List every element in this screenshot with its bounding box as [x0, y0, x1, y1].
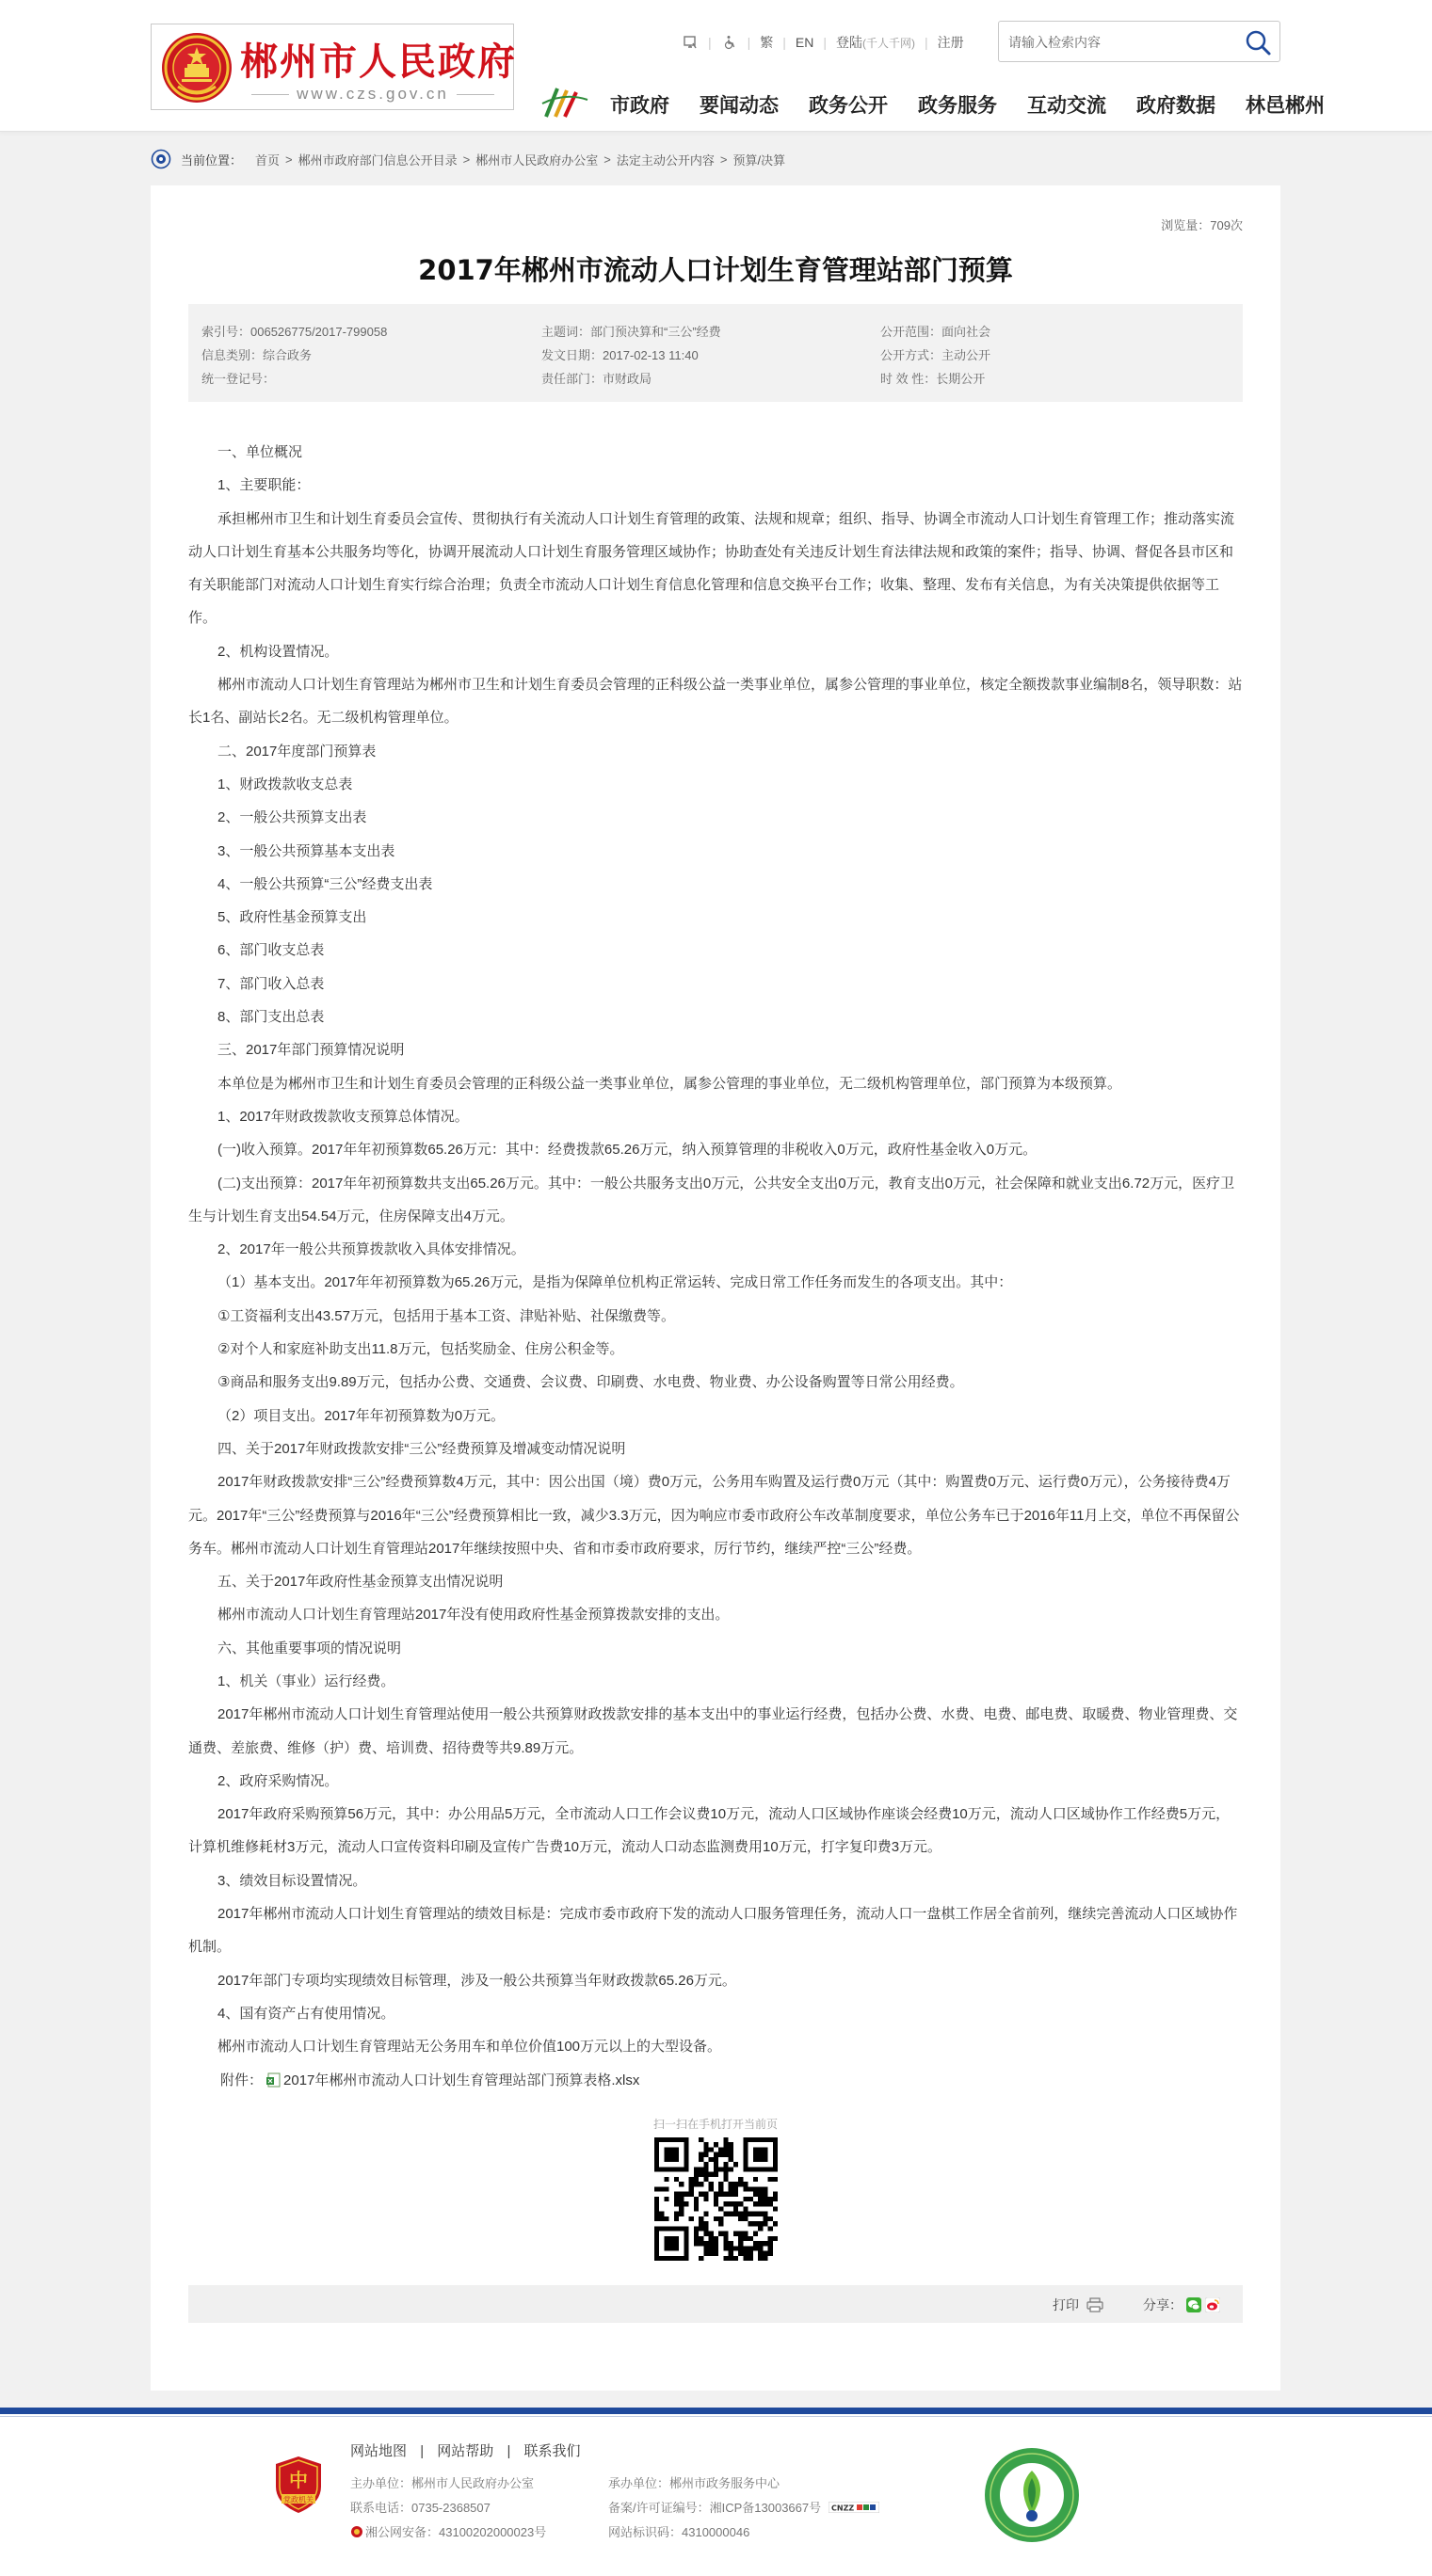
breadcrumb-statutory-content[interactable]: 法定主动公开内容 — [616, 152, 715, 168]
article-paragraph: 2、一般公共预算支出表 — [217, 809, 367, 826]
view-count: 浏览量：709次 — [1161, 218, 1243, 232]
meta-department: 责任部门：市财政局 — [541, 372, 652, 386]
footer-link-sitemap[interactable]: 网站地图 — [350, 2443, 408, 2459]
civilization-badge-icon[interactable] — [983, 2446, 1081, 2544]
meta-method: 公开方式：主动公开 — [880, 348, 991, 362]
article-paragraph: 1、机关（事业）运行经费。 — [217, 1672, 395, 1689]
breadcrumb-budget[interactable]: 预算/决算 — [732, 152, 786, 168]
footer-host: 主办单位：郴州市人民政府办公室 — [350, 2476, 535, 2490]
attachment-row — [188, 2064, 1243, 2097]
police-emblem-icon — [350, 2525, 363, 2538]
article-paragraph: (一)收入预算。2017年年初预算数65.26万元：其中：经费拨款65.26万元，纳入预算管理的非税收入0万元，政府性基金收入0万元。 — [217, 1142, 1038, 1159]
site-header — [0, 0, 1432, 132]
nav-interaction[interactable]: 互动交流 — [1027, 94, 1106, 117]
svg-text:中: 中 — [289, 2469, 308, 2491]
meta-category: 信息类别：综合政务 — [201, 348, 313, 362]
icp-text: 备案/许可证编号：湘ICP备13003667号 — [608, 2501, 822, 2515]
nav-city-government[interactable]: 市政府 — [610, 94, 669, 117]
search-input[interactable] — [1008, 31, 1234, 54]
meta-index-no: 索引号：006526775/2017-799058 — [201, 325, 388, 339]
nav-decoration-icon — [540, 83, 589, 120]
login-note: (千人千网) — [862, 36, 916, 50]
breadcrumb-label: 当前位置： — [181, 152, 243, 168]
footer-site-id: 网站标识码：4310000046 — [608, 2525, 750, 2539]
article-paragraph: 1、主要职能： — [217, 477, 311, 494]
article-paragraph: 郴州市流动人口计划生育管理站无公务用车和单位价值100万元以上的大型设备。 — [217, 2039, 722, 2056]
meta-subject: 主题词：部门预决算和“三公”经费 — [541, 325, 721, 339]
footer-icp[interactable] — [608, 2498, 879, 2516]
footer-links: 网站地图 | 网站帮助 | 联系我们 — [350, 2443, 581, 2459]
article-paragraph: 四、关于2017年财政拨款安排“三公”经费预算及增减变动情况说明 — [217, 1440, 626, 1457]
article-paragraph: 六、其他重要事项的情况说明 — [217, 1640, 402, 1656]
site-url: www.czs.gov.cn — [240, 85, 506, 104]
article-paragraph: 郴州市流动人口计划生育管理站为郴州市卫生和计划生育委员会管理的正科级公益一类事业单位，属参公管理的事业单位，核定全额拨款事业编制8名，领导职数：站长1名、副站长2名。无二级机构管理单位。 — [188, 677, 1243, 727]
top-links: | | 繁 | EN | 登陆 (千人千网) | 注册 — [682, 32, 964, 53]
article-paragraph: 1、2017年财政拨款收支预算总体情况。 — [217, 1108, 469, 1125]
party-government-badge-icon[interactable] — [274, 2455, 323, 2515]
article-paragraph: 6、部门收支总表 — [217, 942, 325, 959]
article-paragraph: ①工资福利支出43.57万元，包括用于基本工资、津贴补贴、社保缴费等。 — [217, 1307, 675, 1324]
article-paragraph: 五、关于2017年政府性基金预算支出情况说明 — [217, 1574, 504, 1591]
footer-link-contact[interactable]: 联系我们 — [523, 2443, 581, 2459]
share-label: 分享： — [1143, 2297, 1183, 2312]
article-paragraph: ③商品和服务支出9.89万元，包括办公费、交通费、会议费、印刷费、水电费、物业费、办公设备购置等日常公用经费。 — [217, 1374, 964, 1391]
badge-text: 党政机关 — [283, 2495, 314, 2504]
nav-government-data[interactable]: 政府数据 — [1136, 94, 1215, 117]
english-link[interactable]: EN — [795, 35, 814, 50]
article-paragraph: 8、部门支出总表 — [217, 1009, 325, 1026]
article-paragraph: 2017年部门专项均实现绩效目标管理，涉及一般公共预算当年财政拨款65.26万元。 — [217, 1972, 736, 1989]
article-paragraph: 2、机构设置情况。 — [217, 643, 339, 660]
article-paragraph: 2017年财政拨款安排“三公”经费预算数4万元，其中：因公出国（境）费0万元，公务用车购置及运行费0万元（其中：购置费0万元、运行费0万元），公务接待费4万元。2017年“三公”经费预算与2016年“三公”经费预算相比一致，减少3.3万元，因为响应市委市政府公车改革制度要求，单位公务车已于2016年11月上交，单位不再保留公务车。郴州市流动人口计划生育管理站2017年继续按照中央、省和市委市政府要求，厉行节约，继续严控“三公”经费。 — [188, 1474, 1240, 1557]
article-paragraph: 郴州市流动人口计划生育管理站2017年没有使用政府性基金预算拨款安排的支出。 — [217, 1607, 730, 1624]
location-icon — [151, 149, 171, 169]
attachment-link[interactable]: 2017年郴州市流动人口计划生育管理站部门预算表格.xlsx — [283, 2072, 640, 2088]
article-paragraph: 3、一般公共预算基本支出表 — [217, 842, 395, 859]
article-paragraph: 1、财政拨款收支总表 — [217, 776, 353, 792]
article-paragraph: 三、2017年部门预算情况说明 — [217, 1042, 405, 1059]
article-body — [188, 436, 1243, 2097]
register-link[interactable]: 注册 — [937, 35, 964, 50]
police-record-text: 湘公网安备：43100202000023号 — [365, 2525, 547, 2539]
article-paragraph: (二)支出预算：2017年年初预算数共支出65.26万元。其中：一般公共服务支出0万元，公共安全支出0万元，教育支出0万元，社会保障和就业支出6.72万元，医疗卫生与计划生育支出54.54万元，住房保障支出4万元。 — [188, 1175, 1235, 1224]
nav-linyi-chenzhou[interactable]: 林邑郴州 — [1246, 94, 1325, 117]
article-paragraph: （1）基本支出。2017年年初预算数为65.26万元，是指为保障单位机构正常运转、完成日常工作任务而发生的各项支出。其中： — [217, 1274, 1013, 1291]
search-box — [998, 21, 1280, 62]
meta-publish-date: 发文日期：2017-02-13 11:40 — [541, 348, 699, 362]
wheelchair-icon[interactable] — [721, 34, 738, 51]
printer-icon — [1086, 2297, 1103, 2312]
breadcrumb-directory[interactable]: 郴州市政府部门信息公开目录 — [298, 152, 458, 168]
share-group — [1143, 2296, 1220, 2314]
footer-phone: 联系电话：0735-2368507 — [350, 2501, 491, 2515]
article-card — [151, 185, 1280, 2391]
login-link[interactable]: 登陆 — [836, 35, 863, 50]
cnzz-stat-icon[interactable] — [829, 2502, 879, 2513]
footer-undertaker: 承办单位：郴州市政务服务中心 — [608, 2476, 780, 2490]
article-paragraph: 2017年政府采购预算56万元，其中：办公用品5万元，全市流动人口工作会议费10万元，流动人口区域协作座谈会经费10万元，流动人口区域协作工作经费5万元，计算机维修耗材3万元，流动人口宣传资料印刷及宣传广告费10万元，流动人口动态监测费用10万元，打字复印费3万元。 — [188, 1806, 1231, 1856]
search-icon[interactable] — [1244, 28, 1272, 56]
article-paragraph: 2017年郴州市流动人口计划生育管理站的绩效目标是：完成市委市政府下发的流动人口服务管理任务，流动人口一盘棋工作居全省前列，继续完善流动人口区域协作机制。 — [188, 1906, 1238, 1956]
meta-scope: 公开范围：面向社会 — [880, 325, 991, 339]
breadcrumb-home[interactable]: 首页 — [255, 152, 281, 168]
article-paragraph: （2）项目支出。2017年年初预算数为0万元。 — [217, 1407, 506, 1424]
site-logo[interactable] — [151, 24, 517, 110]
breadcrumb-office[interactable]: 郴州市人民政府办公室 — [475, 152, 599, 168]
accessibility-icon[interactable] — [682, 34, 699, 51]
nav-government-services[interactable]: 政务服务 — [918, 94, 997, 117]
article-paragraph: 3、绩效目标设置情况。 — [217, 1872, 367, 1889]
article-title: 2017年郴州市流动人口计划生育管理站部门预算 — [418, 254, 1013, 286]
site-title: 郴州市人民政府 — [240, 40, 517, 84]
article-paragraph: 2017年郴州市流动人口计划生育管理站使用一般公共预算财政拨款安排的基本支出中的事业运行经费，包括办公费、水费、电费、邮电费、取暖费、物业管理费、交通费、差旅费、维修（护）费、培训费、招待费等共9.89万元。 — [188, 1706, 1238, 1756]
meta-unified-no: 统一登记号： — [201, 372, 276, 386]
weibo-icon[interactable] — [1205, 2297, 1220, 2312]
qr-tip: 扫一扫在手机打开当前页 — [652, 2118, 778, 2131]
site-footer — [0, 2408, 1432, 2576]
article-paragraph: 承担郴州市卫生和计划生育委员会宣传、贯彻执行有关流动人口计划生育管理的政策、法规和规章；组织、指导、协调全市流动人口计划生育管理工作；推动落实流动人口计划生育基本公共服务均等化，协调开展流动人口计划生育服务管理区域协作；协助查处有关违反计划生育法律法规和政策的案件；指导、协调、督促各县市区和有关职能部门对流动人口计划生育实行综合治理；负责全市流动人口计划生育信息化管理和信息交换平台工作；收集、整理、发布有关信息，为有关决策提供依据等工作。 — [188, 510, 1235, 627]
article-paragraph: 4、一般公共预算“三公”经费支出表 — [217, 875, 433, 892]
attachment-label: 附件： — [220, 2072, 264, 2088]
footer-link-help[interactable]: 网站帮助 — [437, 2443, 494, 2459]
national-emblem-icon — [159, 30, 234, 105]
article-paragraph: 本单位是为郴州市卫生和计划生育委员会管理的正科级公益一类事业单位，属参公管理的事业单位，无二级机构管理单位，部门预算为本级预算。 — [217, 1075, 1122, 1092]
article-paragraph: 2、政府采购情况。 — [217, 1772, 339, 1789]
article-paragraph: 4、国有资产占有使用情况。 — [217, 2005, 395, 2022]
article-paragraph: 2、2017年一般公共预算拨款收入具体安排情况。 — [217, 1241, 525, 1258]
print-label: 打印 — [1053, 2297, 1079, 2312]
article-paragraph: 一、单位概况 — [217, 444, 303, 460]
article-paragraph: 7、部门收入总表 — [217, 975, 325, 992]
article-toolbar — [188, 2285, 1243, 2323]
traditional-chinese-link[interactable]: 繁 — [760, 35, 774, 50]
wechat-icon[interactable] — [1186, 2297, 1201, 2312]
article-paragraph: 5、政府性基金预算支出 — [217, 909, 367, 926]
icp-badge-text: CNZZ — [831, 2504, 855, 2512]
footer-police-record[interactable] — [350, 2522, 546, 2540]
breadcrumb: 当前位置： 首页 > 郴州市政府部门信息公开目录 > 郴州市人民政府办公室 > 法定主动公开内容 > 预算/决算 — [151, 149, 785, 169]
article-paragraph: ②对个人和家庭补助支出11.8万元，包括奖励金、住房公积金等。 — [217, 1341, 624, 1358]
meta-validity: 时 效 性：长期公开 — [880, 372, 986, 386]
print-button[interactable] — [1053, 2296, 1103, 2314]
excel-file-icon — [266, 2072, 282, 2088]
article-meta — [188, 304, 1243, 402]
article-paragraph: 二、2017年度部门预算表 — [217, 743, 377, 760]
main-nav — [610, 90, 1325, 119]
nav-news[interactable]: 要闻动态 — [700, 94, 779, 117]
qr-code-icon — [654, 2137, 778, 2261]
nav-open-government[interactable]: 政务公开 — [809, 94, 888, 117]
